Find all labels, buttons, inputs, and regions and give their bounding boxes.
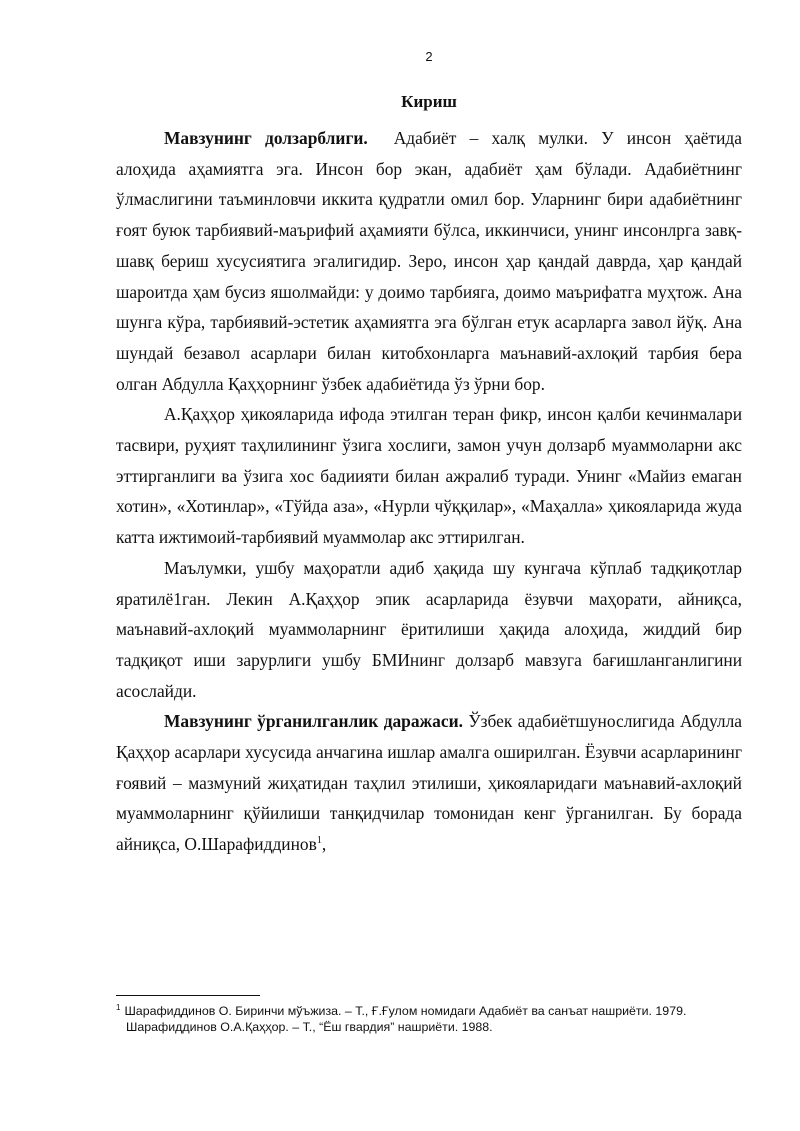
- paragraph-tail: ,: [321, 834, 327, 855]
- page-number: 2: [425, 49, 433, 64]
- paragraph-lead: Мавзунинг ўрганилганлик даражаси.: [164, 711, 463, 732]
- paragraph-text: Маълумки, ушбу маҳоратли адиб ҳақида шу кунгача кўплаб тадқиқотлар яратилё1ган. Лекин А.Қаҳҳор эпик асарларида ёзувчи маҳорати, айниқса, маънавий-ахлоқий муаммоларнинг ёритилиши ҳақида алоҳида, жиддий бир тадқиқот иши зарурлиги ушбу БМИнинг долзарб мавзуга бағишланганлигини асослайди.: [116, 557, 742, 701]
- paragraph-text: Ўзбек адабиётшунослигида Абдулла Қаҳҳор асарлари хусусида анчагина ишлар амалга оширилган. Ёзувчи асарларининг ғоявий – мазмуний жиҳатидан таҳлил этилиши, ҳикояларидаги маънавий-ахлоқий муаммоларнинг қўйилиши танқидчилар томонидан кенг ўрганилган. Бу борада айниқса, О.Шарафиддинов: [116, 711, 743, 855]
- footnote-text: Шарафиддинов О.А.Қаҳҳор. – Т., “Ёш гвардия” нашриёти. 1988.: [126, 1020, 493, 1034]
- footnote-text: Шарафиддинов О. Биринчи мўъжиза. – Т., Ғ.Ғулом номидаги Адабиёт ва санъат нашриёти. 1979.: [124, 1004, 687, 1018]
- footnote-separator: [116, 995, 260, 996]
- footnote-line-2: [116, 1019, 756, 1035]
- paragraph-study-degree: [116, 706, 742, 860]
- footnote-reference[interactable]: 1: [316, 835, 322, 847]
- paragraph-relevance: [116, 123, 742, 399]
- footnote: [116, 1003, 756, 1035]
- body-text: [116, 123, 742, 860]
- paragraph-text: А.Қаҳҳор ҳикояларида ифода этилган теран фикр, инсон қалби кечинмалари тасвири, руҳият таҳлилининг ўзига хослиги, замон учун долзарб муаммоларни акс эттирганлиги ва ўзига хос бадиияти билан ажралиб туради. Унинг «Майиз емаган хотин», «Хотинлар», «Тўйда аза», «Нурли чўққилар», «Маҳалла» ҳикояларида жуда катта ижтимоий-тарбиявий муаммолар акс эттирилган.: [116, 404, 742, 548]
- footnote-marker: 1: [116, 1002, 121, 1012]
- section-heading: Кириш: [401, 92, 457, 111]
- paragraph-lead: Мавзунинг долзарблиги.: [164, 128, 368, 148]
- footnote-line-1: [116, 1003, 756, 1019]
- paragraph-kahhor-stories: [116, 399, 742, 553]
- paragraph-research: [116, 553, 742, 707]
- paragraph-text: Адабиёт – халқ мулки. У инсон ҳаётида алоҳида аҳамиятга эга. Инсон бор экан, адабиёт ҳам бўлади. Адабиётнинг ўлмаслигини таъминловчи иккита қудратли омил бор. Уларнинг бири адабиётнинг ғоят буюк тарбиявий-маърифий аҳамияти бўлса, иккинчиси, унинг инсонлрга завқ-шавқ бериш хусусиятига эгалигидир. Зеро, инсон ҳар қандай даврда, ҳар қандай шароитда ҳам бусиз яшолмайди: у доимо тарбияга, доимо маърифатга муҳтож. Ана шунга кўра, тарбиявий-эстетик аҳамиятга эга бўлган етук асарларга завол йўқ. Ана шундай безавол асарлари билан китобхонларга маънавий-ахлоқий тарбия бера олган Абдулла Қаҳҳорнинг ўзбек адабиётида ўз ўрни бор.: [116, 128, 742, 394]
